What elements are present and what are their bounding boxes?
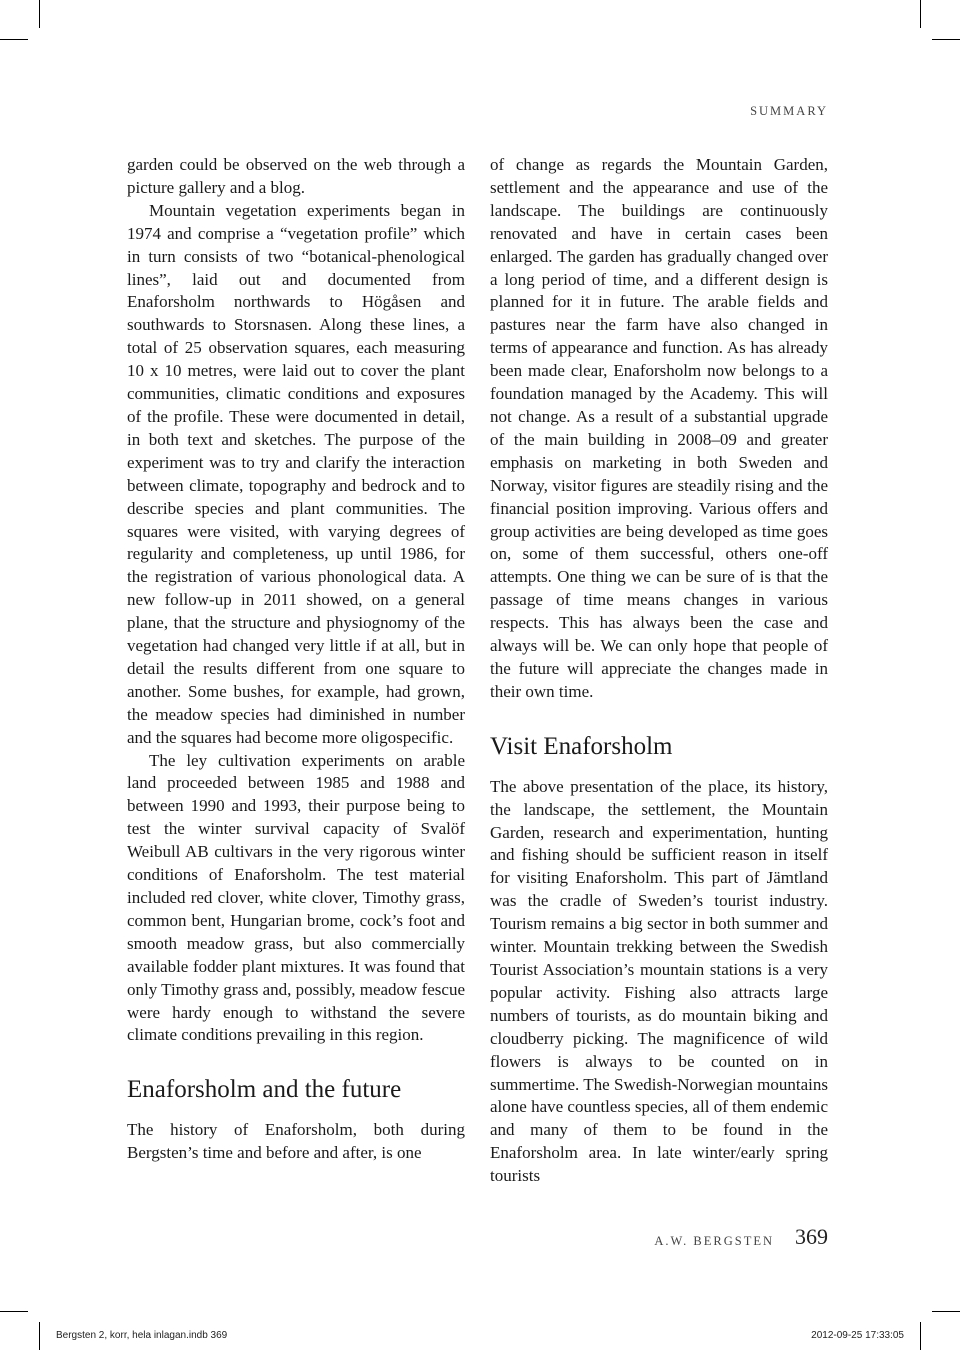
crop-mark: [920, 1322, 921, 1350]
crop-mark: [0, 39, 28, 40]
print-slug-file: Bergsten 2, korr, hela inlagan.indb 369: [56, 1330, 228, 1341]
print-slug-timestamp: 2012-09-25 17:33:05: [811, 1330, 904, 1341]
running-head: SUMMARY: [750, 104, 828, 118]
footer-author: A.W. BERGSTEN: [654, 1234, 774, 1248]
crop-mark: [920, 0, 921, 28]
crop-mark: [39, 0, 40, 28]
paragraph: of change as regards the Mountain Garden, settlement and the appearance and use of the landscape. The buildings are continuously renovated and have in certain cases been enlarged. The garden has gradually changed over a long period of time, and a different design is planned for it in future. The arable fields and pastures near the farm have also changed in terms of appearance and function. As has already been made clear, Enaforsholm now belongs to a foundation managed by the Academy. This will not change. As a result of a substantial upgrade of the main building in 2008–09 and greater emphasis on marketing in both Sweden and Norway, visitor figures are steadily rising and the financial position improving. Various offers and group activities are being developed as time goes on, some of them successful, others one-off attempts. One thing we can be sure of is that the passage of time means changes in various respects. This has always been the case and always will be. We can only hope that people of the future will appreciate the changes made in their own time.: [490, 155, 828, 701]
paragraph: The ley cultivation experiments on arable land proceeded between 1985 and 1988 and between 1990 and 1993, their purpose being to test the winter survival capacity of Svalöf Weibull AB cultivars in the very rigorous winter conditions of Enaforsholm. The test material included red clover, white clover, Timothy grass, common bent, Hungarian brome, cock’s foot and smooth meadow grass, but also commercially available fodder plant mixtures. It was found that only Timothy grass and, possibly, meadow fescue were hardy enough to withstand the severe climate conditions prevailing in this region.: [127, 750, 465, 1045]
section-heading: Enaforsholm and the future: [127, 1076, 402, 1104]
crop-mark: [39, 1322, 40, 1350]
paragraph: The above presentation of the place, its history, the landscape, the settlement, the Mountain Garden, research and experimentation, hunting and fishing should be sufficient reason in itself for visiting Enaforsholm. This part of Jämtland was the cradle of Sweden’s tourist industry. Tourism remains a big sector in both summer and winter. Mountain trekking between the Swedish Tourist Association’s mountain stations is a very popular activity. Fishing also attracts large numbers of tourists, as do mountain biking and cloudberry picking. The magnificence of wild flowers is always to be counted on in summertime. The Swedish-Norwegian mountains alone have countless species, all of them endemic and many of them to be found in the Enaforsholm area. In late winter/early spring tourists: [490, 776, 828, 1186]
paragraph: garden could be observed on the web through a picture gallery and a blog.: [127, 155, 465, 197]
left-column: [127, 154, 465, 1165]
section-heading: Visit Enaforsholm: [490, 732, 673, 760]
crop-mark: [0, 1311, 28, 1312]
paragraph: Mountain vegetation experiments began in 1974 and comprise a “vegetation profile” which in turn consists of two “botanical-phenological lines”, laid out and documented from Enaforsholm northwards to Högåsen and southwards to Storsnasen. Along these lines, a total of 25 observation squares, each measuring 10 x 10 metres, were laid out to cover the plant communities, climatic conditions and exposures of the profile. These were documented in detail, in both text and sketches. The purpose of the experiment was to try and clarify the interaction between climate, topography and bedrock and to describe species and plant communities. The squares were visited, with varying degrees of regularity and completeness, up until 1986, for the registration of various phonological data. A new follow-up in 2011 showed, on a general plane, that the structure and physiognomy of the vegetation had changed very little if at all, but in detail the results different from one square to another. Some bushes, for example, had grown, the meadow species had diminished in number and the squares had become more oligospecific.: [127, 200, 465, 747]
right-column: [490, 154, 828, 1188]
crop-mark: [932, 39, 960, 40]
crop-mark: [932, 1311, 960, 1312]
paragraph: The history of Enaforsholm, both during Bergsten’s time and before and after, is one: [127, 1120, 465, 1163]
page-number: 369: [795, 1224, 828, 1249]
